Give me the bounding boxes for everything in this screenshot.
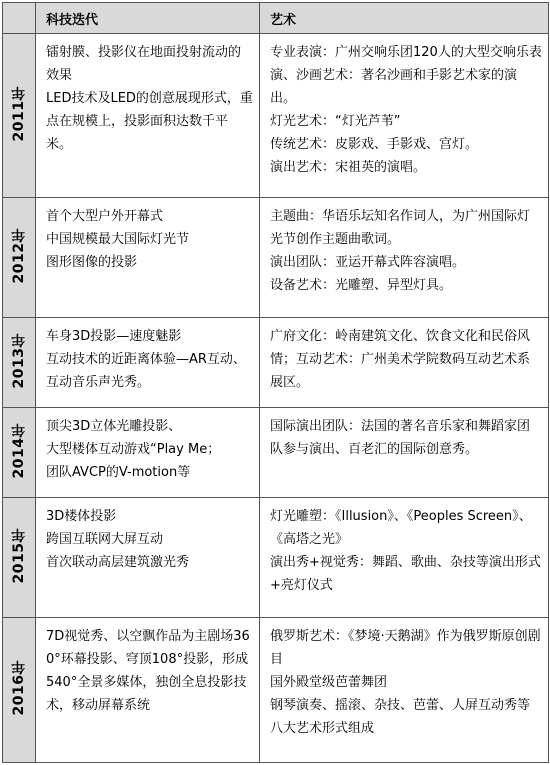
year-cell: [3, 198, 36, 318]
tech-text: 中国规模最大国际灯光节: [46, 232, 190, 247]
tech-cell: [36, 34, 260, 198]
tech-text: 3D楼体投影: [46, 509, 117, 524]
header-art: 艺术: [260, 3, 549, 34]
tech-cell: [36, 498, 260, 618]
year-label: 2012年: [11, 227, 27, 284]
art-cell: [260, 408, 549, 498]
tech-text: 首个大型户外开幕式: [46, 209, 164, 224]
timeline-table: [2, 2, 549, 763]
header-tech: 科技迭代: [36, 3, 260, 34]
year-label: 2014年: [11, 422, 27, 479]
tech-text: 顶尖3D立体光雕投影、: [46, 419, 182, 434]
art-text: 演出艺术：宋祖英的演唱。: [270, 160, 427, 175]
art-text: 传统艺术：皮影戏、手影戏、宫灯。: [270, 137, 479, 152]
art-text: 设备艺术：光雕塑、异型灯具。: [270, 278, 453, 293]
tech-text: 车身3D投影—速度魅影: [46, 329, 182, 344]
art-text: 演出秀+视觉秀：舞蹈、歌曲、杂技等演出形式+亮灯仪式: [270, 555, 541, 593]
tech-text: 首次联动高层建筑激光秀: [46, 555, 190, 570]
year-label: 2013年: [11, 332, 27, 389]
art-cell: [260, 318, 549, 408]
art-text: 国际演出团队：法国的著名音乐家和舞蹈家团队参与演出、百老汇的国际创意秀。: [270, 419, 531, 457]
table-body: [3, 34, 549, 763]
art-text: 俄罗斯艺术：《梦境·天鹅湖》作为俄罗斯原创剧目: [270, 629, 541, 667]
tech-cell: [36, 198, 260, 318]
year-cell: [3, 618, 36, 763]
tech-text: 7D视觉秀、以空飘作品为主剧场360°环幕投影、穹顶108°投影，形成540°全景多媒体，独创全息投影技术，移动屏幕系统: [46, 629, 250, 713]
art-text: 国外殿堂级芭蕾舞团: [270, 675, 388, 690]
art-text: 演出团队：亚运开幕式阵容演唱。: [270, 255, 466, 270]
art-text: 钢琴演奏、摇滚、杂技、芭蕾、人屏互动秀等八大艺术形式组成: [270, 698, 531, 736]
tech-text: 团队AVCP的V-motion等: [46, 465, 191, 480]
art-text: 主题曲：华语乐坛知名作词人，为广州国际灯光节创作主题曲歌词。: [270, 209, 531, 247]
header-corner: [3, 3, 36, 34]
table-row: [3, 618, 549, 763]
art-text: 专业表演：广州交响乐团120人的大型交响乐表演、沙画艺术：著名沙画和手影艺术家的演出。: [270, 45, 542, 106]
tech-cell: [36, 408, 260, 498]
year-label: 2016年: [11, 660, 27, 716]
table-row: [3, 498, 549, 618]
art-text: 广府文化：岭南建筑文化、饮食文化和民俗风情；互动艺术：广州美术学院数码互动艺术系展区。: [270, 329, 531, 390]
tech-cell: [36, 318, 260, 408]
year-label: 2015年: [11, 527, 27, 584]
tech-cell: [36, 618, 260, 763]
table-row: [3, 34, 549, 198]
tech-text: 跨国互联网大屏互动: [46, 532, 164, 547]
year-cell: [3, 34, 36, 198]
art-text: 灯光艺术：“灯光芦苇”: [270, 114, 401, 129]
table-row: [3, 318, 549, 408]
header-row: [3, 3, 549, 34]
table-row: [3, 408, 549, 498]
tech-text: 镭射膜、投影仪在地面投射流动的效果: [46, 45, 242, 83]
art-cell: [260, 618, 549, 763]
year-cell: [3, 498, 36, 618]
art-text: 灯光雕塑：《Illusion》、《Peoples Screen》、《高塔之光》: [270, 509, 532, 547]
tech-text: 大型楼体互动游戏“Play Me；: [46, 442, 221, 457]
year-cell: [3, 318, 36, 408]
tech-text: LED技术及LED的创意展现形式，重点在规模上，投影面积达数千平米。: [46, 91, 253, 152]
art-cell: [260, 34, 549, 198]
table-row: [3, 198, 549, 318]
year-cell: [3, 408, 36, 498]
art-cell: [260, 498, 549, 618]
art-cell: [260, 198, 549, 318]
tech-text: 互动技术的近距离体验—AR互动、互动音乐声光秀。: [46, 352, 246, 390]
year-label: 2011年: [11, 85, 27, 142]
tech-text: 图形图像的投影: [46, 255, 138, 270]
